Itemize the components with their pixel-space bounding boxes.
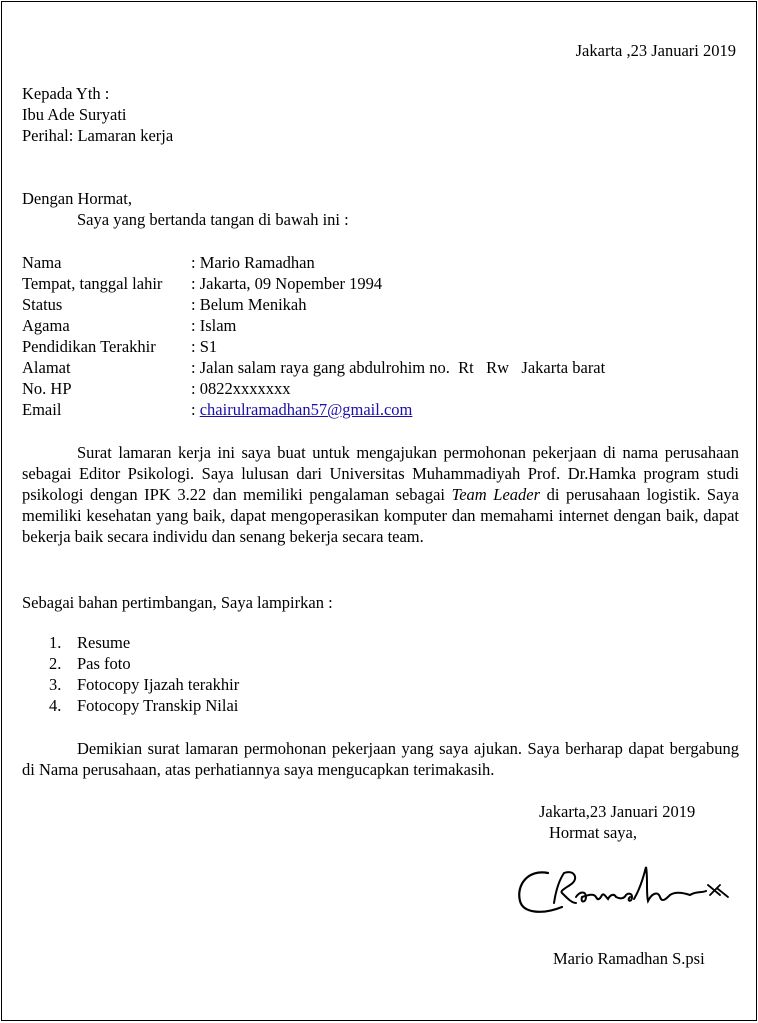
attachments-intro: Sebagai bahan pertimbangan, Saya lampirkan : xyxy=(22,593,333,612)
field-label: Pendidikan Terakhir xyxy=(22,337,156,356)
list-item xyxy=(49,674,239,695)
email-colon: : xyxy=(191,400,200,419)
list-text: Resume xyxy=(77,633,131,652)
field-label: Alamat xyxy=(22,358,71,377)
recipient-line-2: Ibu Ade Suryati xyxy=(22,105,127,124)
field-label: Tempat, tanggal lahir xyxy=(22,274,163,293)
attachments-list xyxy=(49,632,239,716)
recipient-block xyxy=(22,83,173,146)
field-label: Agama xyxy=(22,316,70,335)
field-value: : Islam xyxy=(191,316,237,335)
field-row-alamat xyxy=(22,357,605,378)
list-number: 3. xyxy=(49,675,62,694)
field-row-ttl xyxy=(22,273,605,294)
list-item xyxy=(49,653,239,674)
paragraph-1-italic: Team Leader xyxy=(451,485,541,504)
field-row-pendidikan xyxy=(22,336,605,357)
greeting: Dengan Hormat, xyxy=(22,189,132,208)
closing-date: Jakarta,23 Januari 2019 xyxy=(539,802,696,821)
field-row-agama xyxy=(22,315,605,336)
field-row-email xyxy=(22,399,605,420)
subject-line: Perihal: Lamaran kerja xyxy=(22,126,174,145)
field-label: Status xyxy=(22,295,63,314)
list-text: Pas foto xyxy=(77,654,131,673)
handwritten-signature xyxy=(514,859,732,921)
intro-line: Saya yang bertanda tangan di bawah ini : xyxy=(77,210,349,229)
field-row-status xyxy=(22,294,605,315)
field-value: : 0822xxxxxxx xyxy=(191,379,291,398)
paragraph-2-text: Demikian surat lamaran permohonan pekerjaan yang saya ajukan. Saya berharap dapat bergabung di Nama perusahaan, atas perhatiannya saya mengucapkan terimakasih. xyxy=(22,739,739,779)
list-text: Fotocopy Transkip Nilai xyxy=(77,696,239,715)
paragraph-1-text: Surat lamaran kerja ini saya buat untuk mengajukan permohonan pekerjaan di nama perusahaan sebagai Editor Psikologi. Saya lulusan dari Universitas Muhammadiyah Prof. Dr.Hamka program studi psikologi dengan IPK 3.22 dan memiliki pengalaman sebagai xyxy=(22,443,739,504)
closing-regards: Hormat saya, xyxy=(549,823,637,842)
signer-name: Mario Ramadhan S.psi xyxy=(553,949,705,968)
field-row-nama xyxy=(22,252,605,273)
list-number: 2. xyxy=(49,654,62,673)
field-value: : Jalan salam raya gang abdulrohim no. Rt Rw Jakarta barat xyxy=(191,358,606,377)
letter-date: Jakarta ,23 Januari 2019 xyxy=(575,41,736,60)
field-value: : S1 xyxy=(191,337,218,356)
field-value: : Jakarta, 09 Nopember 1994 xyxy=(191,274,383,293)
email-link[interactable]: chairulramadhan57@gmail.com xyxy=(199,400,413,419)
body-paragraph-2 xyxy=(22,738,739,780)
field-label: No. HP xyxy=(22,379,72,398)
field-value: : Belum Menikah xyxy=(191,295,307,314)
field-label: Email xyxy=(22,400,62,419)
list-number: 4. xyxy=(49,696,62,715)
paragraph-1-text-cont: di perusahaan logistik. Saya memiliki kesehatan yang baik, dapat mengoperasikan komputer dan memahami internet dengan baik, dapat bekerja baik secara individu dan senang bekerja secara team. xyxy=(22,485,739,546)
letter-page xyxy=(1,1,757,1021)
body-paragraph-1 xyxy=(22,442,739,547)
list-item xyxy=(49,632,239,653)
field-row-hp xyxy=(22,378,605,399)
personal-details xyxy=(22,252,605,420)
recipient-line-1: Kepada Yth : xyxy=(22,84,110,103)
field-value: : Mario Ramadhan xyxy=(191,253,315,272)
field-label: Nama xyxy=(22,253,62,272)
list-text: Fotocopy Ijazah terakhir xyxy=(77,675,240,694)
list-number: 1. xyxy=(49,633,62,652)
list-item xyxy=(49,695,239,716)
